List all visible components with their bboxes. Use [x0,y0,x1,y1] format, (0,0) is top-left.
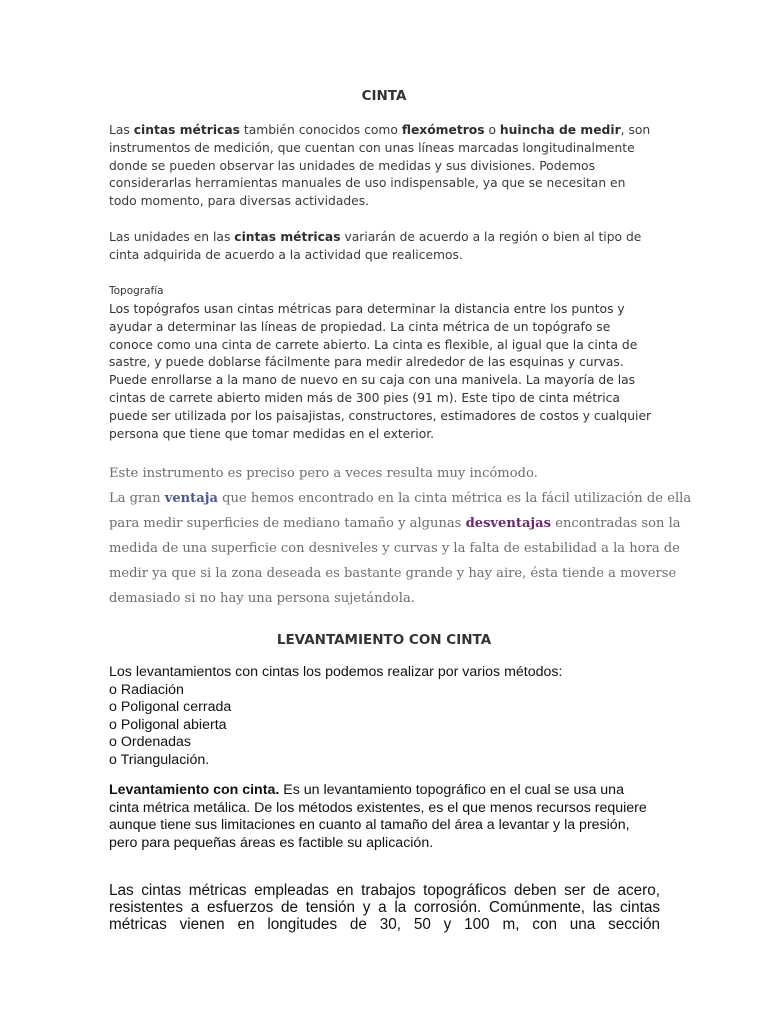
text-line: Las cintas métricas empleadas en trabajos topográficos deben ser de acero, [109,882,660,899]
units-paragraph [109,229,649,265]
text-span: Las [109,123,134,137]
text-line: medida de una superficie con desniveles y curvas y la falta de estabilidad a la hora de [109,541,680,556]
page-title: CINTA [361,88,407,104]
text-line: demasiado si no hay una persona sujetándola. [109,591,415,606]
text-span: La gran [109,491,165,506]
text-line: Este instrumento es preciso pero a veces resulta muy incómodo. [109,466,538,481]
final-paragraph [109,882,660,933]
text-line: todo momento, para diversas actividades. [109,194,370,209]
text-span: variarán de acuerdo a la región o bien al tipo de [340,230,642,244]
topografia-subtitle: Topografía [109,285,164,297]
text-span: también conocidos como [239,123,402,137]
text-line: ayudar a determinar las líneas de propiedad. La cinta métrica de un topógrafo se [109,319,611,334]
text-span: , son [620,123,651,137]
text-line: métricas vienen en longitudes de 30, 50 y 100 m, con una sección [109,916,660,933]
text-line: cinta adquirida de acuerdo a la actividad que realicemos. [109,247,463,262]
text-line: pero para pequeñas áreas es factible su aplicación. [109,834,434,851]
text-line: Los topógrafos usan cintas métricas para determinar la distancia entre los puntos y [109,302,625,316]
text-line: puede ser utilizada por los paisajistas, constructores, estimadores de costos y cualquier [109,408,652,423]
bold-term: huincha de medir [499,123,621,137]
list-item: o Poligonal abierta [109,716,227,733]
text-line: conoce como una cinta de carrete abierto. La cinta es flexible, al igual que la cinta de [109,337,638,352]
text-line [109,229,649,247]
intro-paragraph [109,122,649,211]
text-line: instrumentos de medición, que cuentan con unas líneas marcadas longitudinalmente [109,140,635,155]
text-line: resistentes a esfuerzos de tensión y a la corrosión. Comúnmente, las cintas [109,899,660,916]
text-span: Las unidades en las [109,230,235,244]
list-item: o Radiación [109,681,184,698]
text-line: medir ya que si la zona deseada es bastante grande y hay aire, ésta tiende a moverse [109,566,677,581]
keyword-desventajas: desventajas [465,516,552,531]
bold-term: cintas métricas [234,230,341,244]
text-span: Es un levantamiento topográfico en el cual se usa una [279,782,624,798]
text-line: sastre, y puede doblarse fácilmente para medir alrededor de las esquinas y curvas. [109,355,624,370]
text-line: cinta métrica metálica. De los métodos existentes, es el que menos recursos requiere [109,799,647,816]
text-line: considerarlas herramientas manuales de uso indispensable, ya que se necesitan en [109,176,626,191]
text-line [109,511,681,536]
keyword-ventaja: ventaja [164,491,218,506]
text-line [109,782,669,800]
topografia-paragraph [109,301,652,443]
text-line: cintas de carrete abierto miden más de 300 pies (91 m). Este tipo de cinta métrica [109,390,620,405]
text-line [109,122,649,140]
list-item: o Poligonal cerrada [109,699,232,715]
bold-term: cintas métricas [133,123,240,137]
text-line: persona que tiene que tomar medidas en el exterior. [109,426,435,441]
text-line [109,486,692,511]
text-span: que hemos encontrado en la cinta métrica es la fácil utilización de ella [217,491,692,506]
text-line: donde se pueden observar las unidades de medidas y sus divisiones. Podemos [109,158,595,173]
ventajas-paragraph [109,461,692,611]
list-item: o Ordenadas [109,734,192,750]
text-line: aunque tiene sus limitaciones en cuanto al tamaño del área a levantar y la presión, [109,817,630,833]
list-intro: Los levantamientos con cintas los podemos realizar por varios métodos: [109,664,563,680]
list-item: o Triangulación. [109,751,210,768]
text-span: encontradas son la [551,516,681,531]
text-line: Puede enrollarse a la mano de nuevo en su caja con una manivela. La mayoría de las [109,373,636,388]
text-span: o [484,123,500,137]
methods-list [109,664,669,769]
text-span: para medir superficies de mediano tamaño y algunas [109,516,466,531]
section-heading: LEVANTAMIENTO CON CINTA [276,632,492,648]
levantamiento-paragraph [109,782,669,852]
bold-term: Levantamiento con cinta. [109,782,280,798]
bold-term: flexómetros [401,123,485,137]
